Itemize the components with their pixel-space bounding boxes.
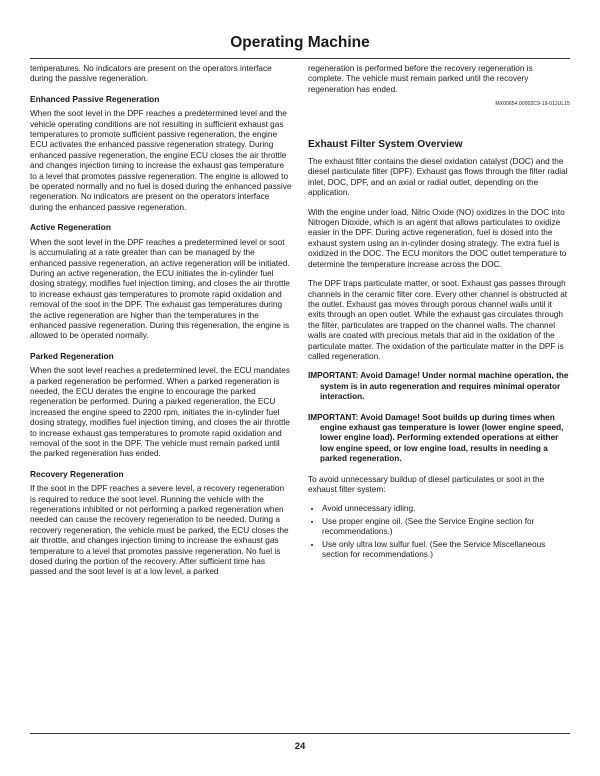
intro-paragraph: temperatures. No indicators are present on the operators interface during the passive regeneration. bbox=[30, 64, 272, 84]
recommendation-list bbox=[308, 504, 570, 560]
continuation-paragraph: regeneration is performed before the recovery regeneration is complete. The vehicle must remain parked until the recovery regeneration has ended. bbox=[308, 64, 533, 94]
heading-active-regeneration: Active Regeneration bbox=[30, 222, 111, 233]
list-item: • Avoid unnecessary idling. bbox=[322, 504, 570, 514]
enhanced-passive-regeneration-text: When the soot level in the DPF reaches a predetermined level and the vehicle operating conditions are not resulting in sufficient exhaust gas temperatures to promote sufficient passive regeneration, the engine ECU activates the enhanced passive regeneration strategy. During enhanced passive regeneration, the engine ECU closes the air throttle and changes injection timing to increase the exhaust gas temperature to a level that promotes passive regeneration. The engine is allowed to be operated normally and no fuel is dosed during the enhanced passive regeneration. No indicators are present on the operators interface during the enhanced passive regeneration. bbox=[30, 109, 292, 212]
active-regeneration-text: When the soot level in the DPF reaches a predetermined level or soot is accumulating at a rate greater than can be managed by the enhanced passive regeneration, an active regeneration will be initiated. During an active regeneration, the ECU initiates the in-cylinder fuel dosing strategy, modifies fuel injection timing, and closes the air throttle to increase exhaust gas temperatures to promote rapid oxidation and removal of the soot in the DPF. The exhaust gas temperatures during the active regeneration are higher than the temperatures in the enhanced passive regeneration. During this regeneration, the engine is allowed to be operated normally. bbox=[30, 237, 290, 341]
list-intro: To avoid unnecessary buildup of diesel particulates or soot in the exhaust filter system: bbox=[308, 474, 545, 494]
header-rule bbox=[30, 58, 570, 59]
reference-code: MX00654,00002C9-19-01JUL15 bbox=[495, 101, 570, 108]
left-column bbox=[30, 64, 292, 587]
important-note-soot-buildup: IMPORTANT: Avoid Damage! Soot builds up during times when engine exhaust gas temperature is lower (lower engine speed, lower engine load). Performing extended operations at either low engine speed, or low engine load, results in needing a parked regeneration. bbox=[308, 412, 564, 464]
overview-paragraph-3: The DPF traps particulate matter, or soot. Exhaust gas passes through channels in the ceramic filter core. Every other channel is obstructed at the outlet. Exhaust gas moves through porous channel walls until it exits through an open outlet. While the exhaust gas circulates through the filter, particulates are trapped on the channel walls. The channel walls are coated with precious metals that aid in the oxidation of the particulate matter. The oxidation of the particulate matter in the DPF is called regeneration. bbox=[308, 279, 568, 361]
heading-enhanced-passive-regeneration: Enhanced Passive Regeneration bbox=[30, 93, 160, 104]
list-item: • Use only ultra low sulfur fuel. (See the Service Miscellaneous section for recommendations.) bbox=[322, 540, 570, 561]
parked-regeneration-text: When the soot level reaches a predetermined level, the ECU mandates a parked regeneration be performed. When a parked regeneration is needed, the ECU derates the engine to encourage the parked regeneration be performed. During a parked regeneration, the ECU increased the engine speed to 2200 rpm, initiates the in-cylinder fuel dosing strategy, modifies fuel injection timing, and closes the air throttle to increase exhaust gas temperatures to promote rapid oxidation and removal of the soot in the DPF. The vehicle must remain parked until the parked regeneration has ended. bbox=[30, 366, 291, 459]
section-title: Exhaust Filter System Overview bbox=[308, 138, 463, 150]
heading-recovery-regeneration: Recovery Regeneration bbox=[30, 468, 124, 479]
overview-paragraph-2: With the engine under load, Nitric Oxide (NO) oxidizes in the DOC into Nitrogen Dioxide, which is an agent that allows particulates to oxidize easier in the DPF. During active regeneration, fuel is dosed into the exhaust system using an in-cylinder dosing strategy. The extra fuel is oxidized in the DOC. The ECU monitors the DOC outlet temperature to determine the temperature increase across the DOC. bbox=[308, 207, 567, 269]
right-column bbox=[308, 64, 570, 562]
footer-rule bbox=[30, 733, 570, 734]
page-title: Operating Machine bbox=[230, 34, 370, 51]
recovery-regeneration-text: If the soot in the DPF reaches a severe level, a recovery regeneration is required to reduce the soot level. Running the vehicle with the regenerations inhibited or not performing a parked regeneration when needed can cause the recovery regeneration to be needed. During a recovery regeneration, the vehicle must be parked, the ECU closes the air throttle, and changes injection timing to increase the exhaust gas temperature to a level that promotes passive regeneration. No fuel is dosed during the portion of the recovery. After sufficient time has passed and the soot level is at a low level, a parked bbox=[30, 484, 289, 577]
important-note-auto-regeneration: IMPORTANT: Avoid Damage! Under normal machine operation, the system is in auto regeneration and requires minimal operator interaction. bbox=[308, 371, 569, 402]
overview-paragraph-1: The exhaust filter contains the diesel oxidation catalyst (DOC) and the diesel particulate filter (DPF). Exhaust gas flows through the filter radial inlet, DOC, DPF, and an axial or radial outlet, depending on the application. bbox=[308, 157, 568, 198]
heading-parked-regeneration: Parked Regeneration bbox=[30, 350, 114, 361]
list-item: • Use proper engine oil. (See the Service Engine section for recommendations.) bbox=[322, 517, 570, 538]
page-number: 24 bbox=[294, 741, 306, 752]
